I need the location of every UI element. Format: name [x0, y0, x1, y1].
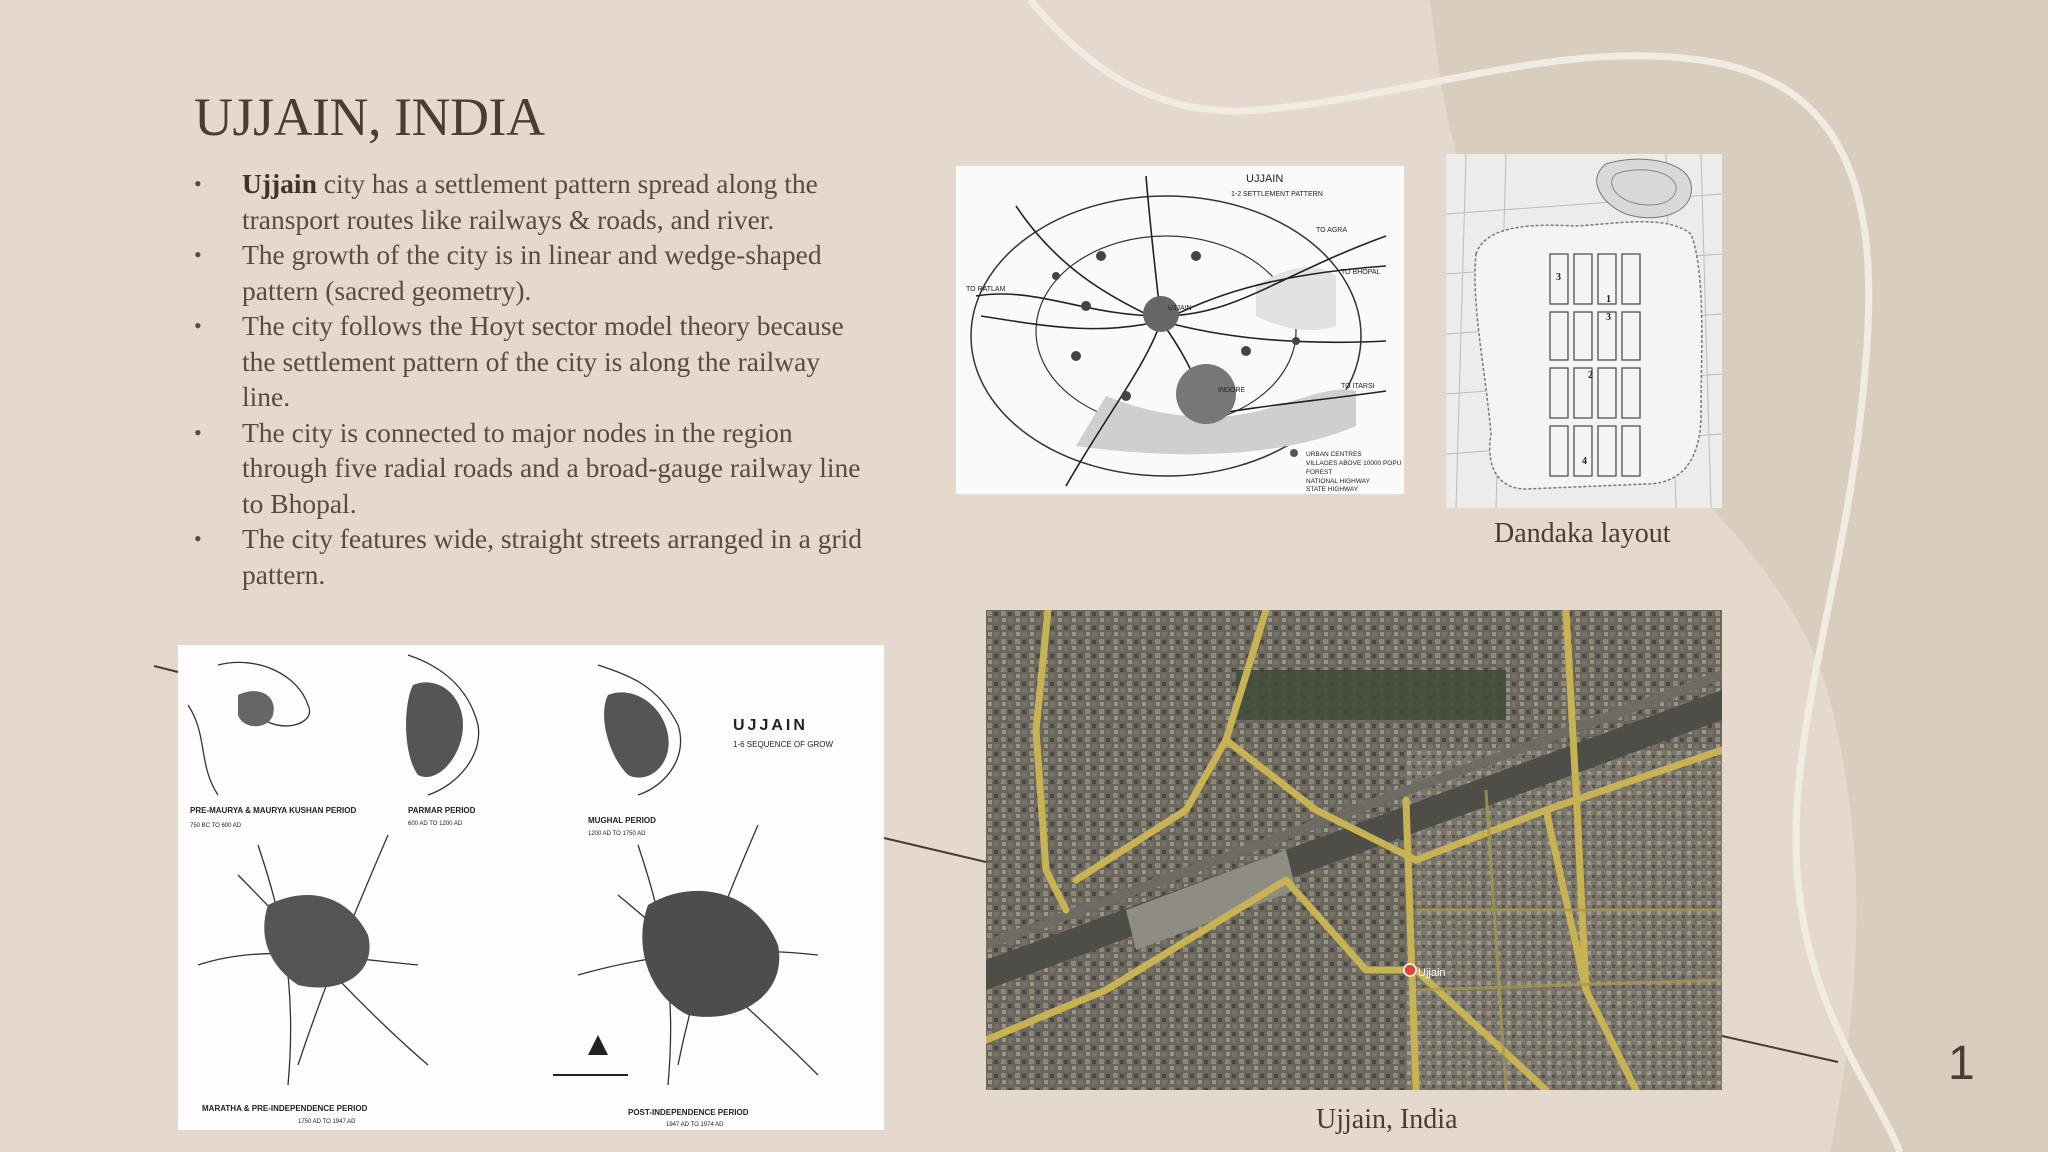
- bullet-item: • The city features wide, straight streets arranged in a grid pattern.: [194, 523, 863, 590]
- period-range: 1750 AD TO 1947 AD: [298, 1119, 356, 1125]
- legend-entry: URBAN CENTRES: [1306, 451, 1362, 458]
- bullet-text: city has a settlement pattern spread along the transport routes like railways & roads, and river.: [242, 168, 818, 235]
- map-pin-label: Ujjain: [1418, 967, 1446, 979]
- legend-entry: STATE HIGHWAY: [1306, 486, 1359, 493]
- period-range: 600 AD TO 1200 AD: [408, 821, 463, 827]
- satellite-caption: Ujjain, India: [1316, 1104, 1458, 1135]
- growth-map-title: UJJAIN: [733, 717, 808, 734]
- period-label: MUGHAL PERIOD: [588, 816, 656, 825]
- period-range: 1200 AD TO 1750 AD: [588, 831, 646, 837]
- period-label: PARMAR PERIOD: [408, 806, 476, 815]
- map-label: TO ITARSI: [1341, 383, 1375, 390]
- dandaka-caption: Dandaka layout: [1494, 518, 1671, 549]
- period-range: 750 BC TO 600 AD: [190, 823, 242, 829]
- bullet-bold-text: Ujjain: [242, 168, 317, 199]
- bullet-text: The city features wide, straight streets arranged in a grid pattern.: [242, 523, 863, 590]
- period-label: POST-INDEPENDENCE PERIOD: [628, 1108, 749, 1117]
- bullet-item: • The city follows the Hoyt sector model theory because the settlement pattern of the city is along the railway line.: [194, 310, 844, 412]
- page-title: UJJAIN, INDIA: [194, 87, 545, 147]
- block-number: 3: [1556, 272, 1561, 283]
- map-label: UJJAIN: [1168, 305, 1192, 312]
- north-arrow-icon: [588, 1035, 608, 1055]
- period-label: MARATHA & PRE-INDEPENDENCE PERIOD: [202, 1104, 368, 1113]
- bullet-item: • The growth of the city is in linear and wedge-shaped pattern (sacred geometry).: [194, 239, 822, 306]
- map-label: INDORE: [1218, 387, 1246, 394]
- page-number: 1: [1948, 1037, 1975, 1090]
- growth-map-subtitle: 1-6 SEQUENCE OF GROW: [733, 740, 834, 749]
- block-number: 1: [1606, 294, 1611, 305]
- settlement-pattern-map: [956, 166, 1404, 494]
- block-number: 3: [1606, 312, 1611, 323]
- period-range: 1947 AD TO 1974 AD: [666, 1122, 724, 1128]
- map-subtitle: 1-2 SETTLEMENT PATTERN: [1231, 191, 1323, 198]
- bullet-item: • Ujjain city has a settlement pattern spread along the transport routes like railways & roads, and river.: [194, 168, 818, 235]
- block-number: 4: [1582, 456, 1587, 467]
- map-label: TO BHOPAL: [1341, 269, 1381, 276]
- bullet-text: The growth of the city is in linear and wedge-shaped pattern (sacred geometry).: [242, 239, 822, 306]
- map-label: TO AGRA: [1316, 227, 1347, 234]
- map-title: UJJAIN: [1246, 173, 1284, 185]
- legend-entry: VILLAGES ABOVE 10000 POPU: [1306, 460, 1402, 467]
- bullet-item: • The city is connected to major nodes in the region through five radial roads and a broad-gauge railway line to Bhopal.: [194, 416, 861, 519]
- map-label: TO RATLAM: [966, 286, 1006, 293]
- bullet-text: The city is connected to major nodes in the region through five radial roads and a broad-gauge railway line to Bhopal.: [242, 416, 861, 519]
- legend-entry: FOREST: [1306, 469, 1333, 476]
- growth-sequence-map: [178, 645, 884, 1130]
- period-label: PRE-MAURYA & MAURYA KUSHAN PERIOD: [190, 806, 357, 815]
- satellite-image: [986, 610, 1722, 1090]
- block-number: 2: [1588, 370, 1593, 381]
- bullet-text: The city follows the Hoyt sector model theory because the settlement pattern of the city is along the railway line.: [242, 310, 844, 412]
- bullet-list: [194, 166, 874, 592]
- dandaka-layout-image: [1446, 154, 1722, 508]
- legend-entry: NATIONAL HIGHWAY: [1306, 478, 1370, 485]
